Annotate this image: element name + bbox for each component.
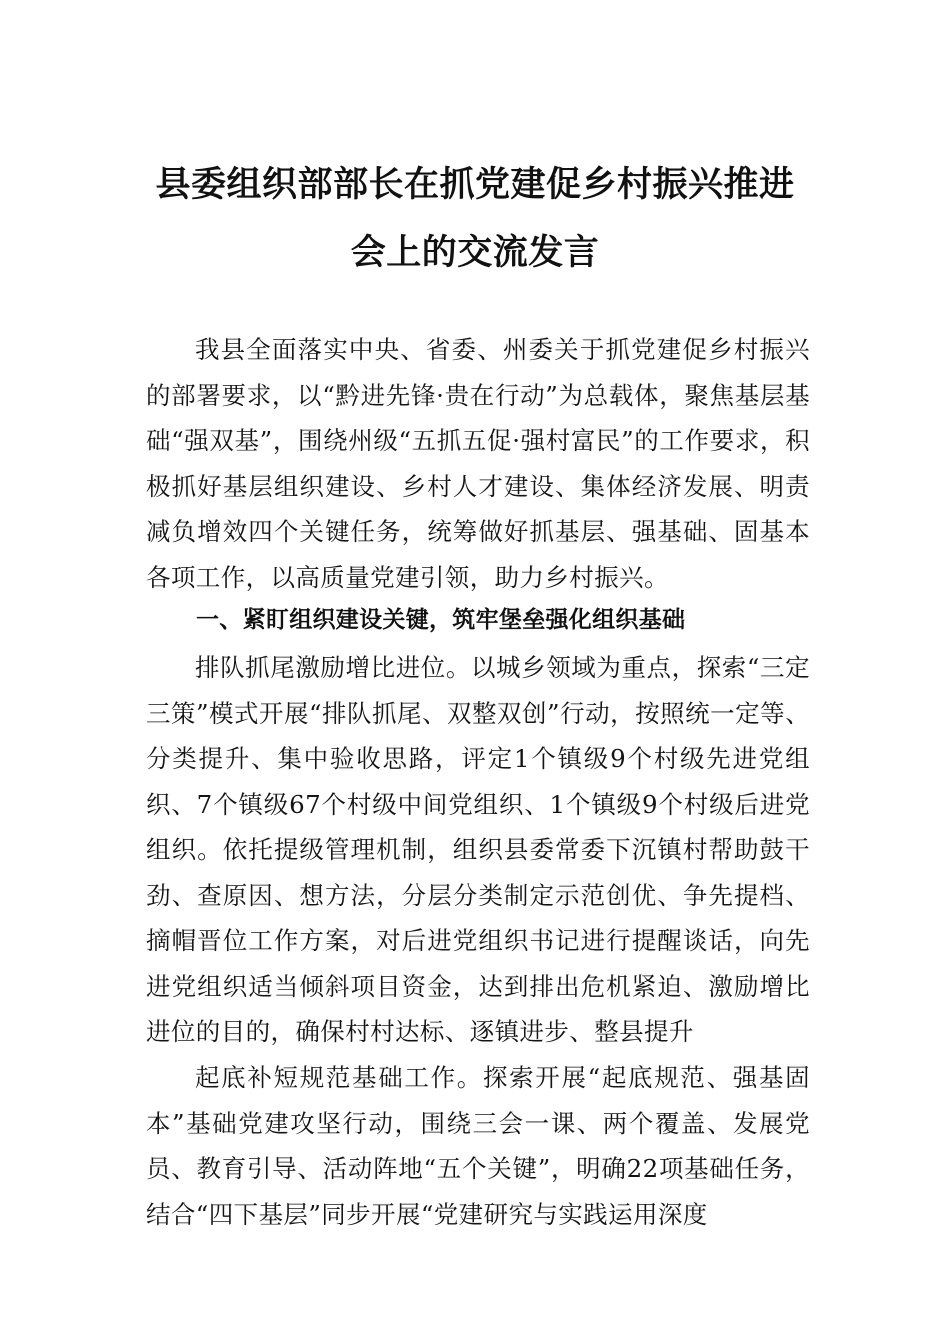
document-title-line-2: 会上的交流发言 (350, 232, 600, 273)
paragraph-ranking: 排队抓尾激励增比进位。以城乡领域为重点，探索“三定三策”模式开展“排队抓尾、双整双创”行动，按照统一定等、分类提升、集中验收思路，评定1个镇级9个村级先进党组织、7个镇级67个村级中间党组织、1个镇级9个村级后进党组织。依托提级管理机制，组织县委常委下沉镇村帮助鼓干劲、查原因、想方法，分层分类制定示范创优、争先提档、摘帽晋位工作方案，对后进党组织书记进行提醒谈话，向先进党组织适当倾斜项目资金，达到排出危机紧迫、激励增比进位的目的，确保村村达标、逐镇进步、整县提升 (146, 653, 810, 1046)
section-heading-1: 一、紧盯组织建设关键，筑牢堡垒强化组织基础 (196, 607, 686, 633)
paragraph-intro: 我县全面落实中央、省委、州委关于抓党建促乡村振兴的部署要求，以“黔进先锋·贵在行动”为总载体，聚焦基层基础“强双基”，围绕州级“五抓五促·强村富民”的工作要求，积极抓好基层组织建设、乡村人才建设、集体经济发展、明责减负增效四个关键任务，统筹做好抓基层、强基础、固基本各项工作，以高质量党建引领，助力乡村振兴。 (146, 335, 810, 592)
document-title-line-1: 县委组织部部长在抓党建促乡村振兴推进 (155, 164, 795, 205)
paragraph-foundation: 起底补短规范基础工作。探索开展“起底规范、强基固本”基础党建攻坚行动，围绕三会一课、两个覆盖、发展党员、教育引导、活动阵地“五个关键”，明确22项基础任务，结合“四下基层”同步开展“党建研究与实践运用深度 (146, 1063, 810, 1229)
